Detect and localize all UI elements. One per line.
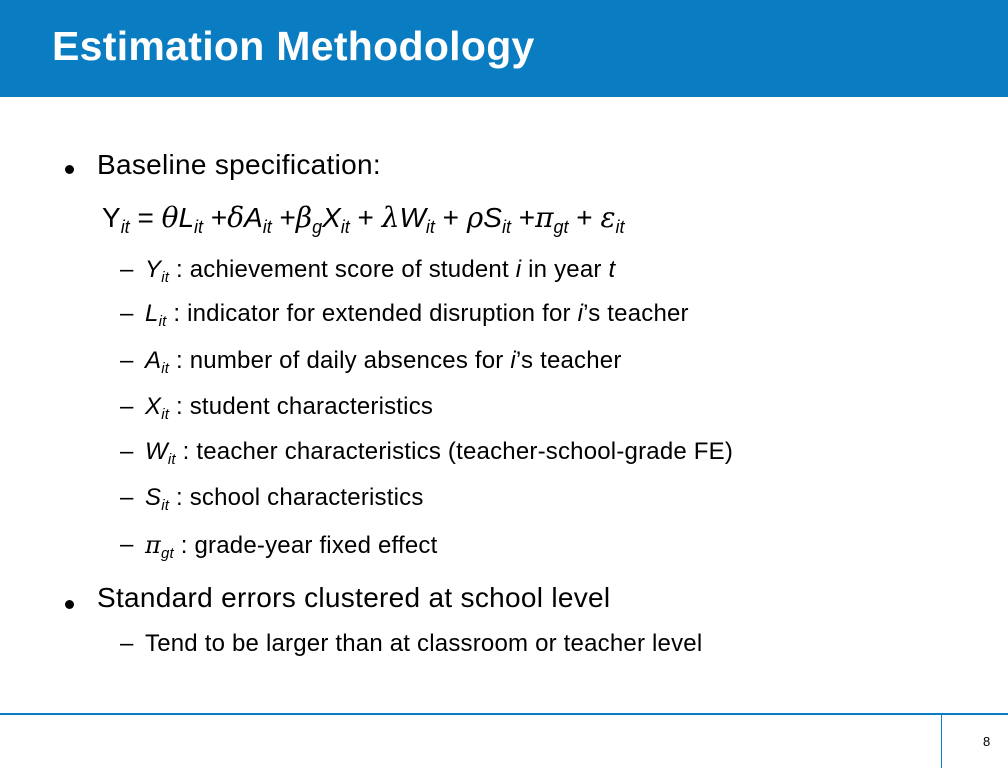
def-text: : number of daily absences for: [169, 347, 511, 374]
eq-equals: =: [129, 202, 162, 233]
eq-L: L: [178, 202, 195, 233]
def-subscript: it: [167, 451, 176, 468]
eq-theta: θ: [161, 201, 179, 234]
def-symbol: Y: [145, 256, 162, 283]
def-text: : teacher characteristics (teacher-school-grade FE): [175, 438, 734, 465]
page-number: 8: [983, 734, 991, 749]
bullet-dot: [65, 600, 74, 609]
definition-A: [145, 349, 622, 376]
dash-marker: –: [120, 256, 134, 283]
def-symbol: L: [145, 300, 159, 327]
def-text: ’s teacher: [583, 300, 689, 327]
eq-epsilon: ε: [600, 201, 616, 234]
def-text: in year: [521, 256, 609, 283]
title-bar: [0, 0, 1008, 97]
def-symbol: S: [145, 484, 162, 511]
eq-op: +: [203, 202, 228, 233]
eq-beta-sub: g: [312, 217, 323, 237]
definition-Y: [145, 258, 615, 285]
dash-marker: –: [120, 484, 134, 511]
dash-marker: –: [120, 630, 134, 657]
eq-X: X: [322, 202, 341, 233]
eq-S: S: [483, 202, 502, 233]
def-subscript: it: [161, 269, 170, 286]
def-subscript: gt: [160, 545, 174, 562]
eq-delta: δ: [227, 201, 245, 234]
def-subscript: it: [158, 313, 167, 330]
dash-marker: –: [120, 347, 134, 374]
eq-op: +: [349, 202, 382, 233]
def-symbol: X: [145, 393, 162, 420]
eq-beta: β: [295, 201, 313, 234]
def-italic-i: i: [515, 256, 522, 283]
def-text: : grade-year fixed effect: [173, 532, 438, 559]
def-subscript: it: [161, 497, 170, 514]
definition-X: [145, 395, 433, 422]
def-italic-i: i: [510, 347, 516, 374]
eq-epsilon-sub: it: [615, 217, 625, 237]
definition-L: [145, 302, 689, 329]
def-subscript: it: [161, 406, 170, 423]
eq-A: A: [244, 202, 263, 233]
bullet-baseline-specification: Baseline specification:: [97, 149, 381, 180]
def-symbol: A: [145, 347, 162, 374]
eq-lambda: λ: [381, 201, 400, 234]
bullet-dot: [65, 165, 74, 174]
eq-op: +: [510, 202, 536, 233]
def-symbol: π: [145, 531, 161, 559]
eq-A-sub: it: [262, 217, 272, 237]
dash-marker: –: [120, 393, 134, 420]
eq-op: +: [568, 202, 601, 233]
eq-op: +: [271, 202, 296, 233]
dash-marker: –: [120, 531, 134, 558]
def-text: : student characteristics: [169, 393, 434, 420]
eq-pi-sub: gt: [553, 217, 569, 237]
def-symbol: W: [145, 438, 168, 465]
def-text: : indicator for extended disruption for: [166, 300, 578, 327]
eq-pi: π: [535, 201, 554, 234]
definition-W: [145, 440, 733, 467]
def-text: : achievement score of student: [169, 256, 516, 283]
eq-W: W: [399, 202, 426, 233]
def-text: ’s teacher: [515, 347, 622, 374]
definition-pi: [145, 533, 437, 561]
definition-S: [145, 486, 424, 513]
bullet-standard-errors: Standard errors clustered at school level: [97, 582, 611, 613]
eq-lhs: Y: [102, 202, 121, 233]
eq-rho: ρ: [466, 201, 484, 234]
slide-title: Estimation Methodology: [52, 23, 535, 69]
footer-vertical-divider: [941, 715, 942, 768]
eq-X-sub: it: [340, 217, 350, 237]
eq-L-sub: it: [194, 217, 204, 237]
sub-bullet-larger: Tend to be larger than at classroom or teacher level: [145, 630, 703, 657]
eq-op: +: [434, 202, 467, 233]
dash-marker: –: [120, 438, 134, 465]
eq-S-sub: it: [501, 217, 511, 237]
footer-divider: [0, 713, 1008, 715]
eq-W-sub: it: [425, 217, 435, 237]
def-subscript: it: [161, 360, 170, 377]
dash-marker: –: [120, 300, 134, 327]
def-italic-i: i: [577, 300, 584, 327]
eq-lhs-sub: it: [120, 217, 130, 237]
regression-equation: [102, 201, 625, 237]
def-text: : school characteristics: [169, 484, 424, 511]
def-italic-t: t: [608, 256, 616, 283]
